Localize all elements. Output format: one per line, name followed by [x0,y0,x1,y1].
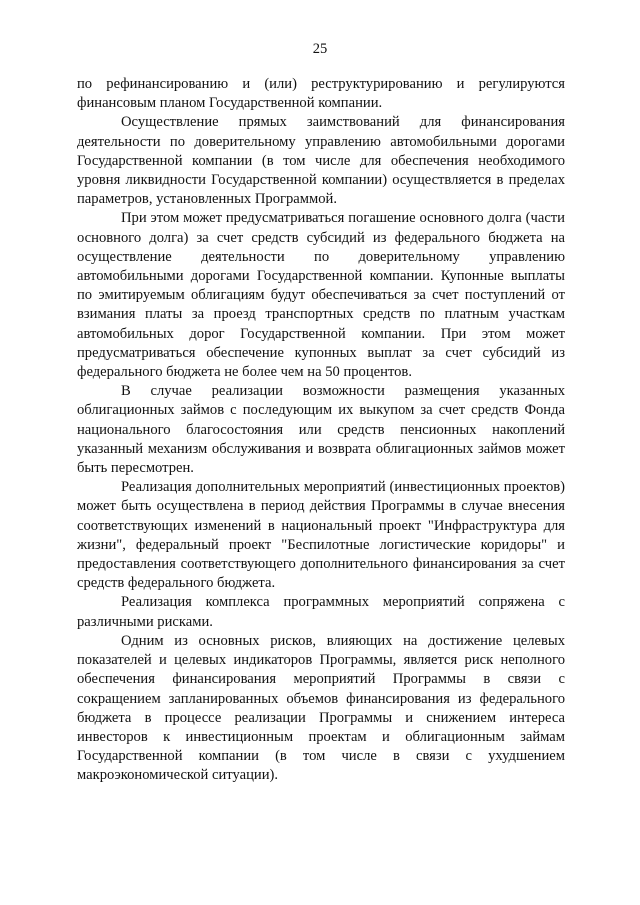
paragraph-bond-buyback: В случае реализации возможности размещения указанных облигационных займов с последующим их выкупом за счет средств Фонда национального благосостояния или средств пенсионных накоплений указанный механизм обслуживания и возврата облигационных займов может быть пересмотрен. [77,383,565,477]
paragraph-direct-borrowing: Осуществление прямых заимствований для финансирования деятельности по доверительному управлению автомобильными дорогами Государственной компании (в том числе для обеспечения необходимого уровня ликвидности Государственной компании) осуществляется в пределах параметров, установленных Программой. [77,114,565,208]
paragraph-main-risk: Одним из основных рисков, влияющих на достижение целевых показателей и целевых индикаторов Программы, является риск неполного обеспечения финансирования мероприятий Программы в связи с сокращением запланированных объемов финансирования из федерального бюджета в процессе реализации Программы и снижением интереса инвесторов к инвестиционным проектам и облигационным займам Государственной компании (в том числе в связи с ухудшением макроэкономической ситуации). [77,632,565,784]
paragraph-risks-intro: Реализация комплекса программных мероприятий сопряжена с различными рисками. [77,594,565,630]
paragraph-additional-measures: Реализация дополнительных мероприятий (инвестиционных проектов) может быть осуществлена в период действия Программы в случае внесения соответствующих изменений в национальный проект "Инфраструктура для жизни", федеральный проект "Беспилотные логистические коридоры" и предоставления соответствующего дополнительного финансирования за счет средств федерального бюджета. [77,479,565,592]
paragraph-refinancing: по рефинансированию и (или) реструктурированию и регулируются финансовым планом Государственной компании. [77,76,565,112]
body-text [77,75,565,786]
page-number: 25 [312,41,328,57]
paragraph-debt-repayment: При этом может предусматриваться погашение основного долга (части основного долга) за счет средств субсидий из федерального бюджета на осуществление деятельности по доверительному управлению автомобильными дорогами Государственной компании. Купонные выплаты по эмитируемым облигациям будут обеспечиваться за счет поступлений от взимания платы за проезд транспортных средств по платным участкам автомобильных дорог Государственной компании. При этом может предусматриваться обеспечение купонных выплат за счет субсидий из федерального бюджета не более чем на 50 процентов. [77,210,565,381]
